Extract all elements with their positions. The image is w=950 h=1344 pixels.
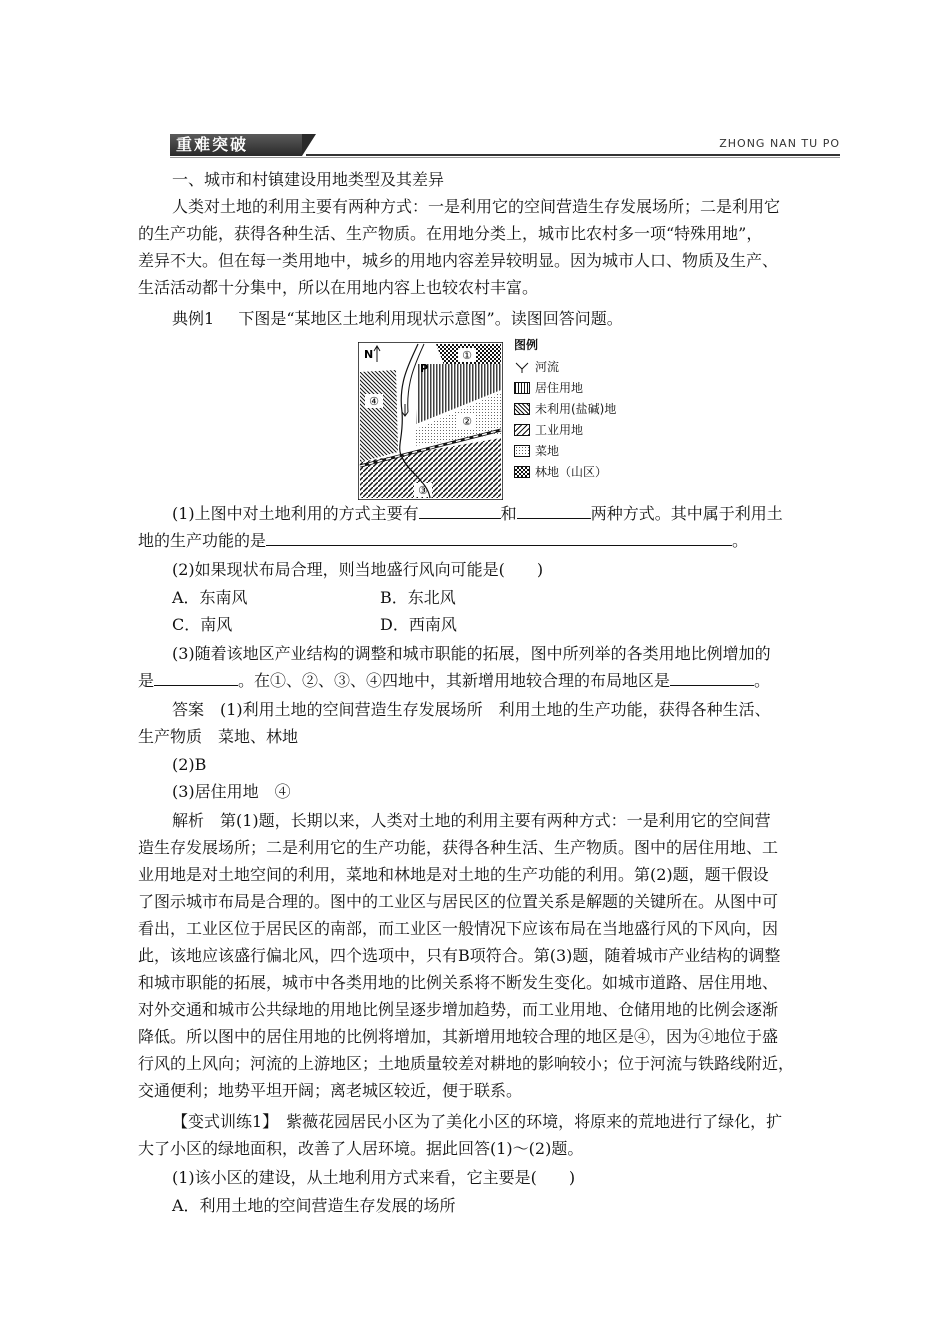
unused-land-swatch	[514, 403, 530, 415]
point-p-label: P	[420, 362, 429, 375]
analysis-line: 看出，工业区位于居民区的南部，而工业区一般情况下应该布局在当地盛行风的下风向，因	[138, 919, 779, 938]
header-english: ZHONG NAN TU PO	[719, 137, 840, 150]
legend-item: 未利用(盐碱)地	[514, 398, 654, 419]
forest-swatch	[514, 466, 530, 478]
header-rule	[306, 154, 840, 156]
question-1: (1)上图中对土地利用的方式主要有 和 两种方式。其中属于利用土	[172, 504, 783, 523]
question-3-cont: 是 。在①、②、③、④四地中，其新增用地较合理的布局地区是 。	[138, 671, 771, 690]
analysis-line: 对外交通和城市公共绿地的用地比例呈逐步增加趋势，而工业用地、仓储用地的比例会逐渐	[138, 1000, 779, 1019]
analysis-line: 降低。所以图中的居住用地的比例将增加，其新增用地较合理的地区是④，因为④地位于盛	[138, 1027, 779, 1046]
area-1-label: ①	[462, 349, 472, 362]
north-label: N	[364, 348, 374, 361]
analysis-line: 和城市职能的拓展，城市中各类用地的比例关系将不断发生变化。如城市道路、居住用地、	[138, 973, 779, 992]
example-text: 下图是“某地区土地利用现状示意图”。读图回答问题。	[238, 309, 623, 328]
option-b: B．东北风	[380, 588, 456, 607]
question-3: (3)随着该地区产业结构的调整和城市职能的拓展，图中所列举的各类用地比例增加的	[172, 644, 771, 663]
legend-item: 林地（山区）	[514, 461, 654, 482]
intro-line: 的生产功能，获得各种生活、生产物质。在用地分类上，城市比农村多一项“特殊用地”，	[138, 224, 763, 243]
intro-line: 人类对土地的利用主要有两种方式：一是利用它的空间营造生存发展场所；二是利用它	[172, 197, 781, 216]
option-d: D．西南风	[380, 615, 457, 634]
section-header	[170, 134, 840, 160]
legend-item: 菜地	[514, 440, 654, 461]
answer-line: 生产物质 菜地、林地	[138, 727, 299, 746]
vegetable-swatch	[514, 445, 530, 457]
residential-swatch	[514, 382, 530, 394]
section-title: 一、城市和村镇建设用地类型及其差异	[172, 170, 445, 189]
legend-title: 图例	[514, 338, 539, 352]
answer-line: 答案 (1)利用土地的空间营造生存发展场所 利用土地的生产功能，获得各种生活、	[172, 700, 771, 719]
analysis-line: 行风的上风向；河流的上游地区；土地质量较差对耕地的影响较小；位于河流与铁路线附近，	[138, 1054, 795, 1073]
answer-line: (3)居住用地 ④	[172, 782, 291, 801]
intro-line: 差异不大。但在每一类用地中，城乡的用地内容差异较明显。因为城市人口、物质及生产、	[138, 251, 779, 270]
question-1-cont: 地的生产功能的是 。	[138, 531, 749, 550]
answer-blank[interactable]	[517, 504, 591, 519]
analysis-line: 业用地是对土地空间的利用，菜地和林地是对土地的生产功能的利用。第(2)题，题干假设	[138, 865, 769, 884]
area-3-label: ③	[418, 484, 428, 497]
question-2: (2)如果现状布局合理，则当地盛行风向可能是( )	[172, 560, 544, 579]
header-rule-thin	[170, 157, 840, 158]
answer-line: (2)B	[172, 755, 207, 774]
answer-blank[interactable]	[266, 531, 732, 546]
variant-line: 大了小区的绿地面积，改善了人居环境。据此回答(1)～(2)题。	[138, 1139, 584, 1158]
answer-blank[interactable]	[670, 671, 754, 686]
area-4-label: ④	[369, 395, 379, 408]
legend-item: 居住用地	[514, 377, 654, 398]
river-icon	[514, 361, 530, 373]
analysis-line: 交通便利；地势平坦开阔；离老城区较近，便于联系。	[138, 1081, 523, 1100]
analysis-line: 解析 第(1)题，长期以来，人类对土地的利用主要有两种方式：一是利用它的空间营	[172, 811, 771, 830]
analysis-line: 造生存发展场所；二是利用它的生产功能，获得各种生活、生产物质。图中的居住用地、工	[138, 838, 779, 857]
industrial-swatch	[514, 424, 530, 436]
answer-blank[interactable]	[154, 671, 238, 686]
area-4-unused	[360, 370, 398, 462]
section-tab: 重难突破	[170, 134, 302, 156]
analysis-line: 了图示城市布局是合理的。图中的工业区与居民区的位置关系是解题的关键所在。从图中可	[138, 892, 779, 911]
intro-line: 生活活动都十分集中，所以在用地内容上也较农村丰富。	[138, 278, 539, 297]
legend-item: 河流	[514, 356, 654, 377]
option-c: C．南风	[172, 615, 233, 634]
variant-question: (1)该小区的建设，从土地利用方式来看，它主要是( )	[172, 1168, 576, 1187]
variant-option-a: A．利用土地的空间营造生存发展的场所	[172, 1196, 456, 1215]
legend-item: 工业用地	[514, 419, 654, 440]
example-label: 典例1	[172, 309, 215, 328]
answer-blank[interactable]	[419, 504, 501, 519]
analysis-line: 此，该地应该盛行偏北风，四个选项中，只有B项符合。第(3)题，随着城市产业结构的调整	[138, 946, 781, 965]
land-use-map	[358, 342, 503, 500]
map-legend	[514, 336, 654, 482]
option-a: A．东南风	[172, 588, 248, 607]
variant-line: 【变式训练1】 紫薇花园居民小区为了美化小区的环境，将原来的荒地进行了绿化，扩	[172, 1112, 783, 1131]
area-2-label: ②	[462, 415, 472, 428]
example-heading	[172, 309, 623, 329]
